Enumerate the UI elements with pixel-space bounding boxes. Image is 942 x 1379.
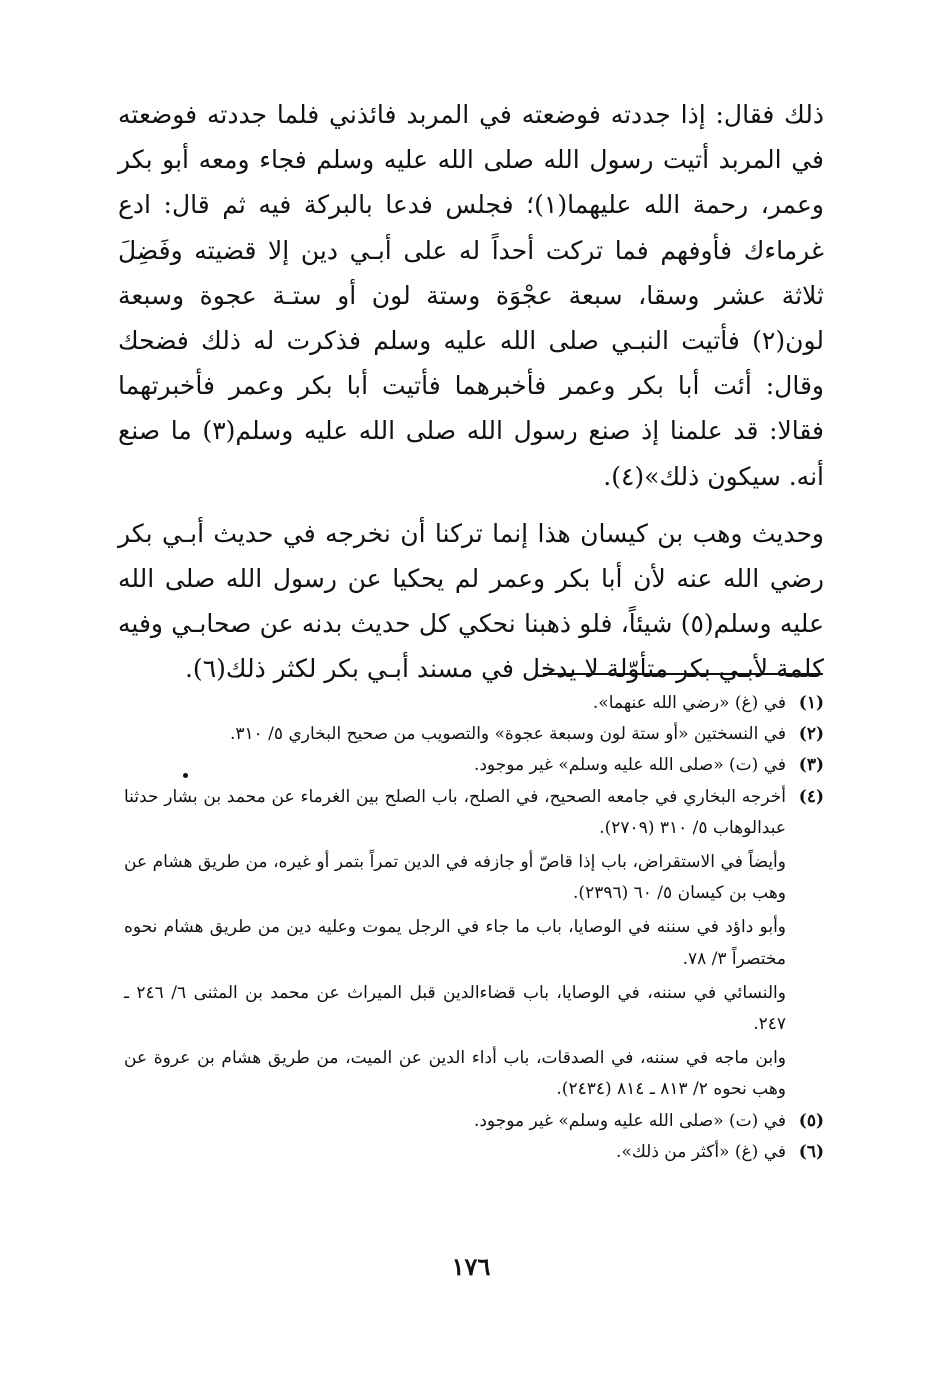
footnote-separator	[543, 673, 823, 675]
footnote-4	[124, 782, 824, 844]
stray-mark	[183, 773, 188, 778]
main-text	[118, 92, 824, 692]
page-number: ١٧٦	[451, 1252, 491, 1281]
footnote-number: (٦)	[798, 1141, 824, 1162]
footnote-text: أخرجه البخاري في جامعه الصحيح، في الصلح، باب الصلح بين الغرماء عن محمد بن بشار حدثنا عبدالوهاب ٥/ ٣١٠ (٢٧٠٩).	[124, 786, 786, 838]
footnotes	[124, 688, 824, 1168]
footnote-6	[124, 1137, 824, 1168]
footnote-4-continuation-2: وأبو داؤد في سننه في الوصايا، باب ما جاء في الرجل يموت وعليه دين من طريق هشام نحوه مختصراً ٣/ ٧٨.	[124, 917, 786, 969]
footnote-number: (٤)	[798, 786, 824, 807]
footnote-2	[124, 719, 824, 750]
paragraph-2: وحديث وهب بن كيسان هذا إنما تركنا أن نخرجه في حديث أبـي بكر رضي الله عنه لأن أبا بكر وعمر لم يحكيا عن رسول الله صلى الله عليه وسلم(٥) شيئاً، فلو ذهبنا نحكي كل حديث بدنه عن صحابـي وفيه كلمة لأبـي بكر متأوّلة لا يدخل في مسند أبـي بكر لكثر ذلك(٦).	[118, 518, 824, 684]
footnote-3	[124, 750, 824, 781]
footnote-number: (٥)	[798, 1110, 824, 1131]
footnote-number: (٣)	[798, 755, 824, 776]
paragraph-1: ذلك فقال: إذا جددته فوضعته في المربد فائذني فلما جددته فوضعته في المربد أتيت رسول الله صلى الله عليه وسلم فجاء ومعه أبو بكر وعمر، رحمة الله عليهما(١)؛ فجلس فدعا بالبركة فيه ثم قال: ادع غرماءك فأوفهم فما تركت أحداً له على أبـي دين إلا قضيته وفَضِلَ ثلاثة عشر وسقا، سبعة عجْوَة وستة لون أو ستـة عجوة وسبعة لون(٢) فأتيت النبـي صلى الله عليه وسلم فذكرت له ذلك فضحك وقال: أئت أبا بكر وعمر فأخبرهما فأتيت أبا بكر وعمر فأخبرتهما فقالا: قد علمنا إذ صنع رسول الله صلى الله عليه وسلم(٣) ما صنع أنه. سيكون ذلك»(٤).	[118, 100, 825, 491]
footnote-text: في (ت) «صلى الله عليه وسلم» غير موجود.	[473, 755, 786, 776]
footnote-4-continuation-4: وابن ماجه في سننه، في الصدقات، باب أداء الدين عن الميت، من طريق هشام بن عروة عن وهب نحوه ٢/ ٨١٣ ـ ٨١٤ (٢٤٣٤).	[124, 1048, 786, 1100]
footnote-text: في النسختين «أو ستة لون وسبعة عجوة» والتصويب من صحيح البخاري ٥/ ٣١٠.	[229, 724, 786, 745]
footnote-5	[124, 1106, 824, 1137]
footnote-number: (٢)	[798, 724, 824, 745]
footnote-1	[124, 688, 824, 719]
footnote-number: (١)	[798, 693, 824, 713]
footnote-text: في (غ) «أكثر من ذلك».	[616, 1141, 786, 1162]
footnote-text: في (ت) «صلى الله عليه وسلم» غير موجود.	[473, 1110, 786, 1131]
footnote-4-continuation-1: وأيضاً في الاستقراض، باب إذا قاصّ أو جازفه في الدين تمراً بتمر أو غيره، من طريق هشام عن وهب بن كيسان ٥/ ٦٠ (٢٣٩٦).	[124, 852, 786, 904]
footnote-text: في (غ) «رضي الله عنهما».	[592, 693, 786, 713]
footnote-4-continuation-3: والنسائي في سننه، في الوصايا، باب قضاءالدين قبل الميراث عن محمد بن المثنى ٦/ ٢٤٦ ـ ٢٤٧.	[124, 982, 786, 1035]
